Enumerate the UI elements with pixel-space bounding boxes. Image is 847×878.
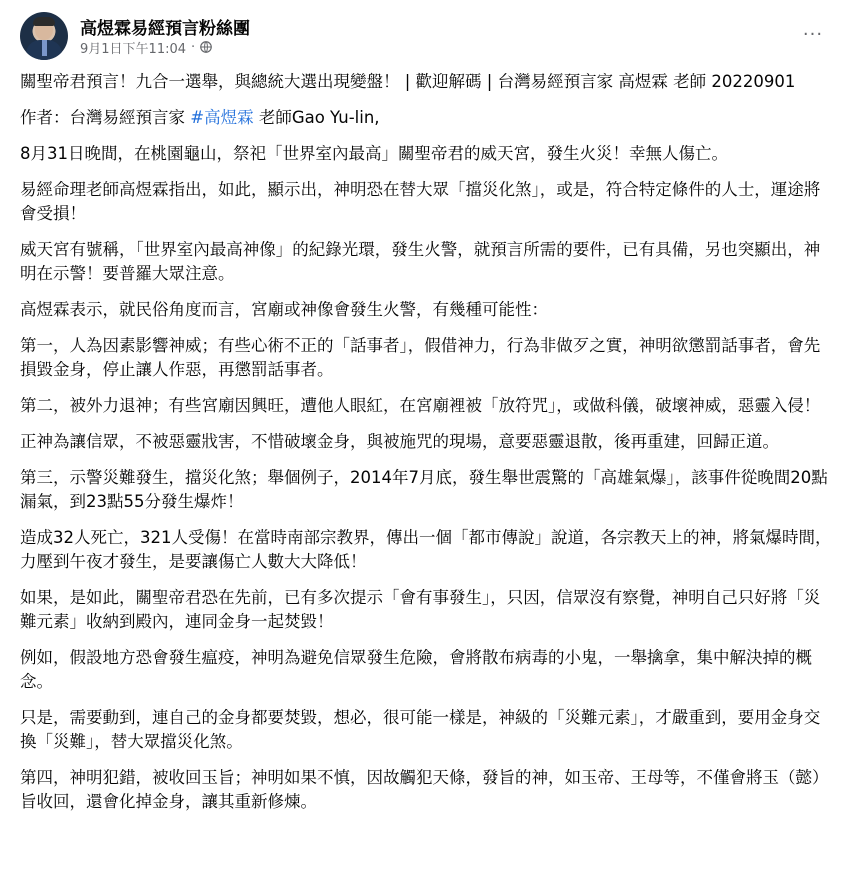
post-title: 關聖帝君預言！九合一選舉，與總統大選出現變盤！ | 歡迎解碼 | 台灣易經預言家 高煜霖 老師 20220901 <box>20 72 796 91</box>
more-horizontal-icon: ··· <box>802 23 824 45</box>
post-paragraph: 只是，需要動到，連自己的金身都要焚毀，想必，很可能一樣是，神級的「災難元素」，才嚴重到，要用金身交換「災難」，替大眾擋災化煞。 <box>20 708 821 751</box>
globe-icon[interactable] <box>200 41 212 53</box>
post-paragraph: 正神為讓信眾，不被惡靈戕害，不惜破壞金身，與被施咒的現場，意要惡靈退散，後再重建，回歸正道。 <box>20 432 779 451</box>
post-paragraph: 第三，示警災難發生，擋災化煞；舉個例子，2014年7月底，發生舉世震驚的「高雄氣爆」，該事件從晚間20點漏氣，到23點55分發生爆炸！ <box>20 468 828 511</box>
post-timestamp[interactable]: 9月1日下午11:04 <box>80 41 187 57</box>
post-author-line: 作者：台灣易經預言家 #高煜霖 老師Gao Yu-lin, <box>20 108 380 127</box>
post-paragraph: 如果，是如此，關聖帝君恐在先前，已有多次提示「會有事發生」，只因，信眾沒有察覺，神明自己只好將「災難元素」收納到殿內，連同金身一起焚毀！ <box>20 588 821 631</box>
meta-separator: · <box>191 39 196 55</box>
more-options-button[interactable] <box>799 20 827 48</box>
post-paragraph: 高煜霖表示，就民俗角度而言，宮廟或神像會發生火警，有幾種可能性： <box>20 300 548 319</box>
post-body <box>20 70 835 826</box>
post-header <box>20 12 827 60</box>
post-paragraph: 威天宮有號稱，「世界室內最高神像」的紀錄光環，發生火警，就預言所需的要件，已有具備，另也突顯出，神明在示警！要普羅大眾注意。 <box>20 240 821 283</box>
post-paragraph: 8月31日晚間，在桃園龜山，祭祀「世界室內最高」關聖帝君的威天宮，發生火災！幸無人傷亡。 <box>20 144 728 163</box>
page-avatar[interactable] <box>20 12 68 60</box>
post-paragraph: 易經命理老師高煜霖指出，如此，顯示出，神明恐在替大眾「擋災化煞」，或是，符合特定條件的人士，運途將會受損！ <box>20 180 821 223</box>
post-meta <box>80 38 212 56</box>
hashtag-link[interactable]: #高煜霖 <box>190 108 254 127</box>
page-name-link[interactable]: 高煜霖易經預言粉絲團 <box>80 19 250 39</box>
post-paragraph: 第四，神明犯錯，被收回玉旨；神明如果不慎，因故觸犯天條，發旨的神，如玉帝、王母等，不僅會將玉（懿）旨收回，還會化掉金身，讓其重新修煉。 <box>20 768 829 811</box>
post-paragraph: 例如，假設地方恐會發生瘟疫，神明為避免信眾發生危險，會將散布病毒的小鬼，一舉擒拿，集中解決掉的概念。 <box>20 648 812 691</box>
post-paragraph: 第一，人為因素影響神威；有些心術不正的「話事者」，假借神力，行為非做歹之實，神明欲懲罰話事者，會先損毀金身，停止讓人作惡，再懲罰話事者。 <box>20 336 821 379</box>
post-paragraph: 造成32人死亡，321人受傷！在當時南部宗教界，傳出一個「都市傳說」說道，各宗教天上的神，將氣爆時間，力壓到午夜才發生，是要讓傷亡人數大大降低！ <box>20 528 832 571</box>
post-paragraph: 第二，被外力退神；有些宮廟因興旺，遭他人眼紅，在宮廟裡被「放符咒」，或做科儀，破壞神威，惡靈入侵！ <box>20 396 821 415</box>
